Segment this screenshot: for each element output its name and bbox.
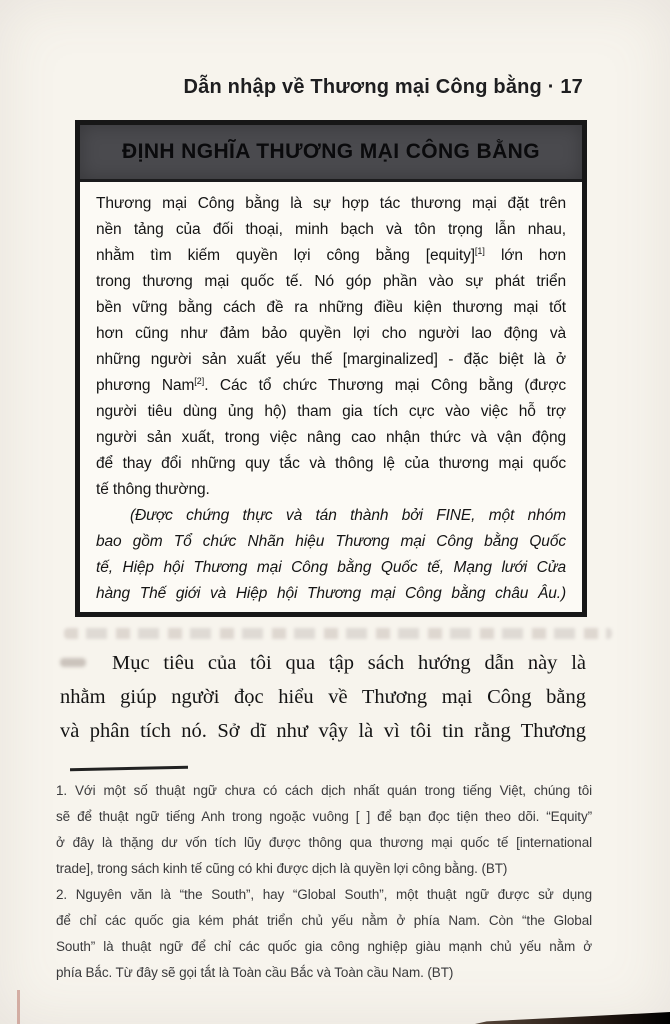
page-bleedthrough-line (64, 628, 612, 639)
footnote-divider (70, 766, 188, 771)
body-paragraph: Mục tiêu của tôi qua tập sách hướng dẫn này là nhằm giúp người đọc hiểu về Thương mại Công bằng và phân tích nó. Sở dĩ như vậy là vì tôi tin rằng Thương (60, 652, 586, 742)
footnote-ref: [2] (194, 376, 205, 386)
definition-box-title: ĐỊNH NGHĨA THƯƠNG MẠI CÔNG BẰNG (80, 125, 582, 182)
spine-mark (17, 990, 20, 1024)
footnote-2: 2. Nguyên văn là “the South”, hay “Global South”, một thuật ngữ được sử dụng để chỉ các quốc gia kém phát triển chủ yếu nằm ở phía Nam. Còn “the Global South” là thuật ngữ để chỉ các quốc gia công nghiệp giàu mạnh chủ yếu nằm ở phía Bắc. Từ đây sẽ gọi tắt là Toàn cầu Bắc và Toàn cầu Nam. (BT) (56, 887, 592, 980)
definition-box-body: Thương mại Công bằng là sự hợp tác thương mại đặt trên nền tảng của đối thoại, minh bạch và tôn trọng lẫn nhau, nhằm tìm kiếm quyền lợi công bằng [equity][1] lớn hơn trong thương mại quốc tế. Nó góp phần vào sự phát triển bền vững bằng cách đề ra những điều kiện thương mại tốt hơn cũng như đảm bảo quyền lợi cho người lao động và những người sản xuất yếu thế [marginalized] - đặc biệt là ở phương Nam[2]. Các tổ chức Thương mại Công bằng (được người tiêu dùng ủng hộ) tham gia tích cực vào việc hỗ trợ người sản xuất, trong việc nâng cao nhận thức và vận động để thay đổi những quy tắc và thông lệ của thương mại quốc tế thông thường. (96, 195, 566, 498)
footnote-ref: [1] (474, 246, 485, 256)
footnote-1: 1. Với một số thuật ngữ chưa có cách dịch nhất quán trong tiếng Việt, chúng tôi sẽ để thuật ngữ tiếng Anh trong ngoặc vuông [ ] để bạn đọc tiện theo dõi. “Equity” ở đây là thặng dư vốn tích lũy được thông qua thương mại quốc tế [international trade], trong sách kinh tế cũng có khi được dịch là quyền lợi công bằng. (BT) (56, 783, 592, 876)
definition-box (75, 120, 587, 617)
running-header: Dẫn nhập về Thương mại Công bằng · 17 (183, 76, 583, 98)
page-edge-shadow (475, 1011, 670, 1024)
definition-box-attribution: (Được chứng thực và tán thành bởi FINE, một nhóm bao gồm Tổ chức Nhãn hiệu Thương mại Công bằng Quốc tế, Hiệp hội Thương mại Công bằng Quốc tế, Mạng lưới Cửa hàng Thế giới và Hiệp hội Thương mại Công bằng châu Âu.) (96, 507, 566, 602)
